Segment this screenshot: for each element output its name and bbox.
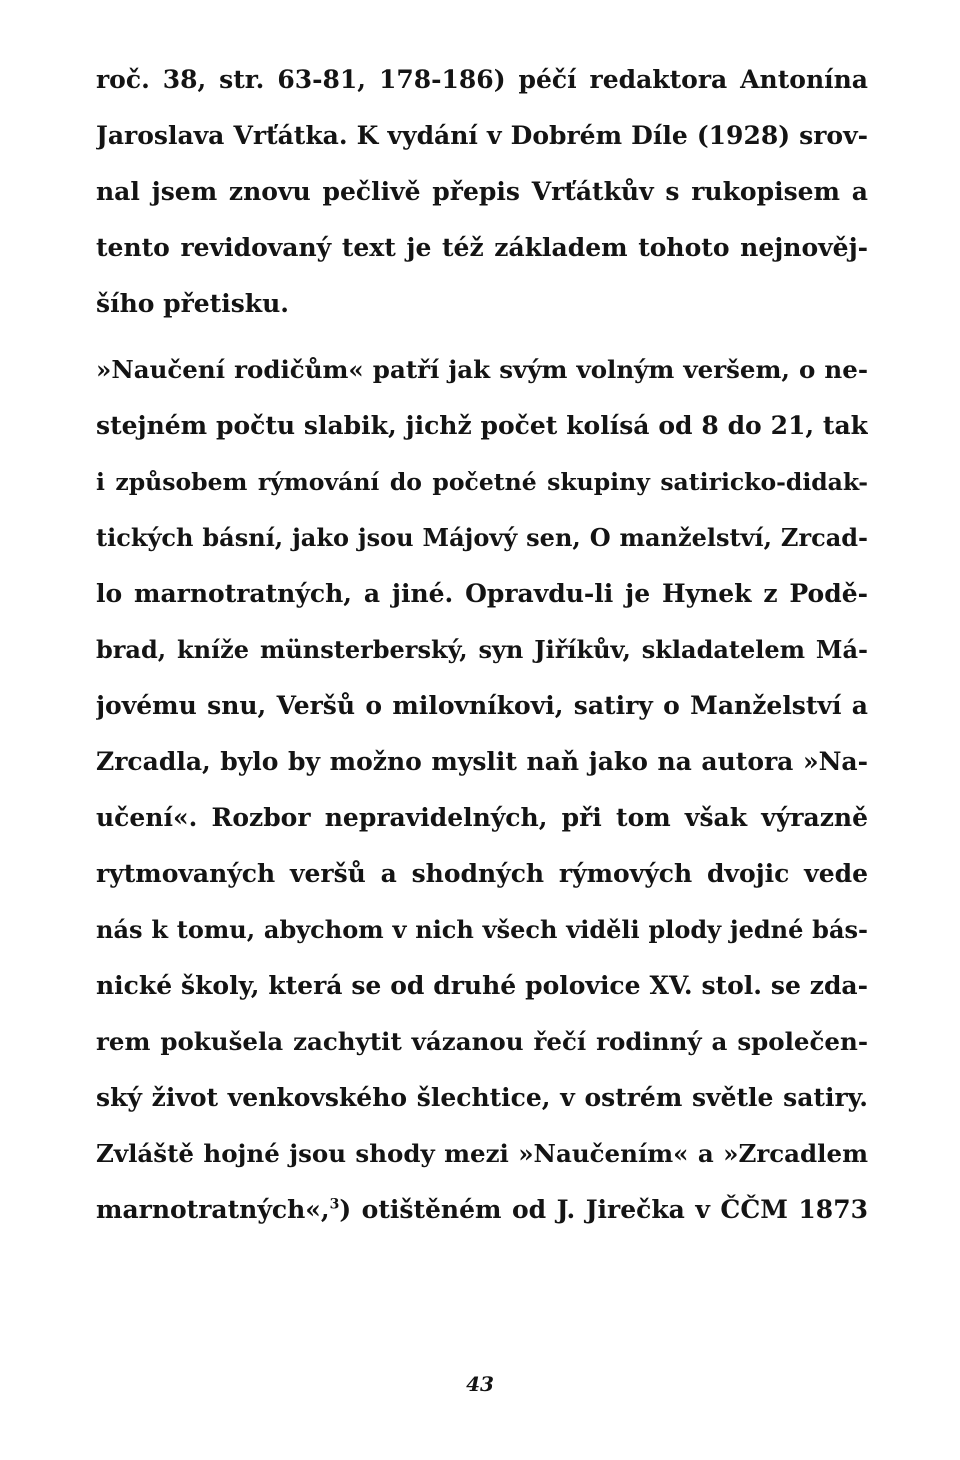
text-line-1: roč. 38, str. 63-81, 178-186) péčí redaktora Antonína xyxy=(96,65,868,94)
text-line-18: rem pokušela zachytit vázanou řečí rodinný a společen- xyxy=(96,1027,868,1056)
text-line-15: rytmovaných veršů a shodných rýmových dvojic vede xyxy=(96,859,868,888)
page-number: 43 xyxy=(466,1372,494,1396)
text-line-2: Jaroslava Vrťátka. K vydání v Dobrém Díle (1928) srov- xyxy=(96,121,868,150)
text-line-20: Zvláště hojné jsou shody mezi »Naučením« a »Zrcadlem xyxy=(96,1139,868,1168)
footnote-marker: 3 xyxy=(329,1196,340,1213)
text-line-11: brad, kníže münsterberský, syn Jiříkův, skladatelem Má- xyxy=(96,635,868,664)
text-line-13: Zrcadla, bylo by možno myslit naň jako na autora »Na- xyxy=(96,747,868,776)
text-line-19: ský život venkovského šlechtice, v ostrém světle satiry. xyxy=(96,1083,868,1112)
text-line-21-start: marnotratných«, xyxy=(96,1195,330,1224)
text-line-5: šího přetisku. xyxy=(96,289,290,318)
text-line-10: lo marnotratných, a jiné. Opravdu-li je Hynek z Podě- xyxy=(96,579,868,608)
text-line-17: nické školy, která se od druhé polovice XV. stol. se zda- xyxy=(96,971,868,1000)
text-line-14: učení«. Rozbor nepravidelných, při tom však výrazně xyxy=(96,803,868,832)
text-line-6: »Naučení rodičům« patří jak svým volným veršem, o ne- xyxy=(96,355,868,384)
text-line-8: i způsobem rýmování do početné skupiny satiricko-didak- xyxy=(96,468,868,496)
text-line-16: nás k tomu, abychom v nich všech viděli plody jedné bás- xyxy=(96,915,868,944)
text-line-12: jovému snu, Veršů o milovníkovi, satiry o Manželství a xyxy=(96,691,868,720)
text-line-4: tento revidovaný text je též základem tohoto nejnověj- xyxy=(96,233,868,262)
text-line-3: nal jsem znovu pečlivě přepis Vrťátkův s rukopisem a xyxy=(96,177,868,206)
text-line-7: stejném počtu slabik, jichž počet kolísá od 8 do 21, tak xyxy=(96,411,868,440)
text-line-21-end: ) otištěném od J. Jirečka v ČČM 1873 xyxy=(339,1195,868,1224)
text-line-21 xyxy=(96,1190,868,1230)
text-line-9: tických básní, jako jsou Májový sen, O manželství, Zrcad- xyxy=(96,523,868,552)
